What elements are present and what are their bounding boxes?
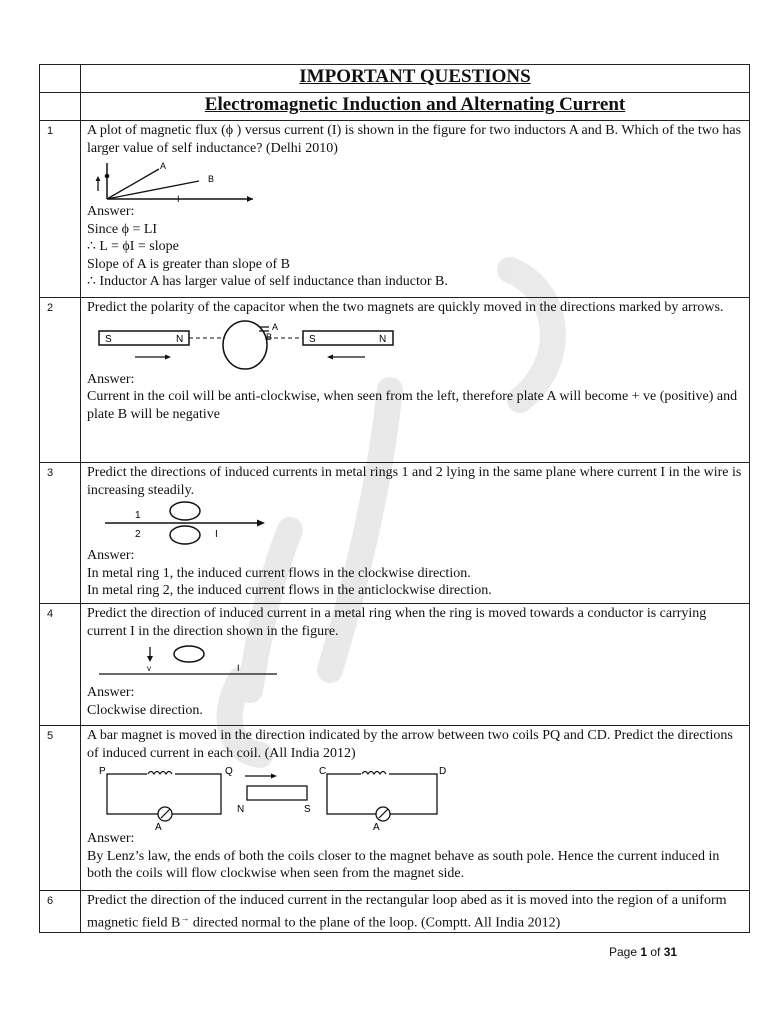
page-title: IMPORTANT QUESTIONS [81, 65, 750, 93]
question-row [40, 726, 750, 891]
subtitle-row [40, 93, 750, 121]
question-text-start: Predict the direction of the induced current in the rectangular loop abed as it is moved into the region of a uniform magnetic field B [87, 893, 727, 931]
graph-label-b: B [208, 174, 215, 184]
magnet-label-n: N [237, 804, 245, 815]
title-number-cell [40, 65, 81, 93]
question-cell [81, 726, 750, 891]
ring-label-2: 2 [135, 529, 141, 540]
flux-vs-current-graph [87, 159, 257, 203]
vector-arrow: → [180, 912, 190, 923]
question-cell [81, 891, 750, 933]
question-number: 6 [40, 891, 81, 933]
velocity-label: v [147, 664, 151, 673]
coil-label-p: P [99, 766, 106, 777]
questions-table [39, 64, 750, 933]
question-text: Predict the polarity of the capacitor when the two magnets are quickly moved in the directions marked by arrows. [87, 300, 724, 315]
page-footer [609, 945, 677, 959]
question-row [40, 604, 750, 726]
answer-line: Clockwise direction. [87, 702, 203, 718]
question-cell [81, 604, 750, 726]
subtitle-number-cell [40, 93, 81, 121]
capacitor-plate-a: A [272, 321, 279, 332]
answer-line: Answer: [87, 204, 135, 219]
wire-current-label: I [215, 529, 218, 540]
question-row [40, 463, 750, 604]
footer-middle: of [647, 945, 664, 959]
capacitor-plate-b: B [266, 331, 273, 342]
rings-and-wire-diagram [87, 501, 277, 547]
galvanometer-label-right: A [373, 822, 380, 830]
question-number: 5 [40, 726, 81, 891]
ring-label-1: 1 [135, 510, 141, 521]
question-text [87, 892, 743, 932]
footer-prefix: Page [609, 945, 641, 959]
answer-line: ∴ L = ϕI = slope [87, 239, 179, 254]
galvanometer-label-left: A [155, 822, 162, 830]
answer-line: In metal ring 2, the induced current flows in the anticlockwise direction. [87, 583, 492, 598]
graph-label-a: A [160, 161, 167, 171]
answer-line: ∴ Inductor A has larger value of self inductance than inductor B. [87, 274, 448, 289]
conductor-current-label: I [237, 663, 240, 673]
question-cell [81, 463, 750, 604]
left-magnet-n: N [176, 333, 184, 345]
answer-line: Answer: [87, 831, 135, 846]
question-text-end: directed normal to the plane of the loop. (Comptt. All India 2012) [189, 915, 561, 931]
question-text: Predict the direction of induced current in a metal ring when the ring is moved towards a conductor is carrying current I in the direction shown in the figure. [87, 606, 707, 639]
question-number: 3 [40, 463, 81, 604]
magnets-and-coil-diagram [87, 319, 407, 371]
question-text: A plot of magnetic flux (ϕ ) versus current (I) is shown in the figure for two inductors A and B. Which of the two has larger value of self inductance? (Delhi 2010) [87, 123, 742, 156]
right-magnet-n: N [379, 333, 387, 345]
question-text: A bar magnet is moved in the direction indicated by the arrow between two coils PQ and CD. Predict the directions of induced current in each coil. (All India 2012) [87, 728, 733, 761]
graph-label-i: I [177, 194, 180, 203]
bar-magnet-between-coils-diagram [87, 764, 467, 830]
coil-label-c: C [319, 766, 327, 777]
question-row [40, 891, 750, 933]
answer-line: By Lenz’s law, the ends of both the coils closer to the magnet behave as south pole. Hence the current induced in both the coils will flow clockwise when seen from the magnet side. [87, 848, 720, 881]
question-number: 2 [40, 298, 81, 463]
question-number: 1 [40, 121, 81, 298]
question-number: 4 [40, 604, 81, 726]
answer-line: In metal ring 1, the induced current flows in the clockwise direction. [87, 565, 471, 581]
left-magnet-s: S [105, 333, 112, 345]
page-subtitle: Electromagnetic Induction and Alternating Current [81, 93, 750, 121]
answer-line: Since ϕ = LI [87, 221, 158, 237]
coil-label-q: Q [225, 766, 233, 777]
answer-line: Answer: [87, 371, 135, 387]
question-row [40, 298, 750, 463]
question-cell [81, 121, 750, 298]
footer-current-page: 1 [640, 945, 648, 959]
footer-total-pages: 31 [663, 945, 678, 959]
coil-label-d: D [439, 766, 447, 777]
answer-line: Answer: [87, 685, 135, 700]
answer-line: Slope of A is greater than slope of B [87, 256, 290, 272]
title-row [40, 65, 750, 93]
right-magnet-s: S [309, 333, 316, 345]
answer-line: Answer: [87, 548, 135, 563]
question-cell [81, 298, 750, 463]
question-row [40, 121, 750, 298]
answer-line: Current in the coil will be anti-clockwise, when seen from the left, therefore plate A will become + ve (positive) and plate B will be negative [87, 389, 738, 422]
question-text: Predict the directions of induced currents in metal rings 1 and 2 lying in the same plane where current I in the wire is increasing steadily. [87, 465, 742, 498]
ring-and-conductor-diagram [87, 642, 287, 684]
magnet-label-s: S [304, 804, 311, 815]
